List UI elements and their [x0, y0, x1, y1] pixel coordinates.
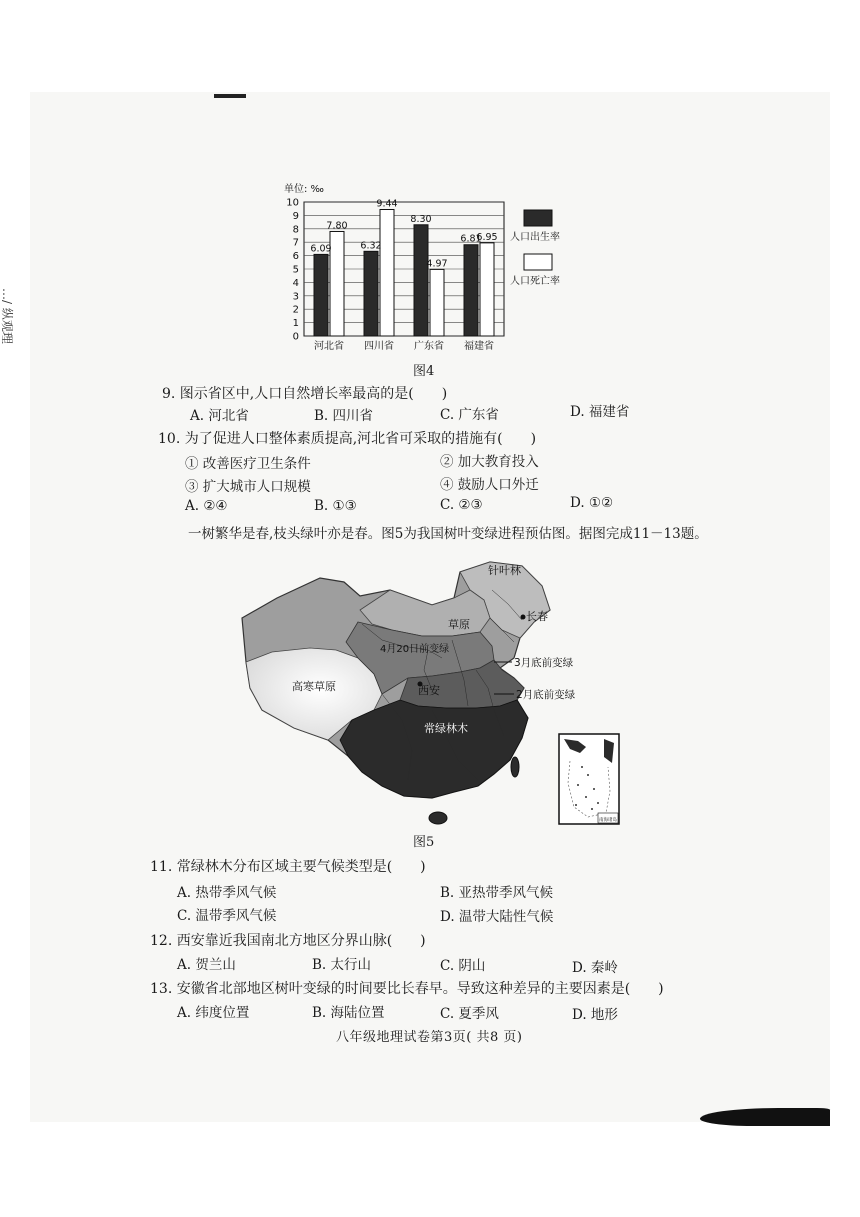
y-tick-label: 7 — [292, 237, 299, 249]
bar-value-label: 6.09 — [310, 243, 332, 255]
q11-option-a: A. 热带季风气候 — [177, 885, 277, 901]
bar-death — [330, 231, 344, 336]
bar-birth — [364, 251, 378, 336]
q12-option-a: A. 贺兰山 — [177, 957, 236, 973]
bar-birth — [314, 254, 328, 336]
x-tick-label: 广东省 — [414, 341, 444, 352]
y-tick-label: 1 — [292, 318, 299, 330]
q12-option-b: B. 太行山 — [312, 957, 372, 973]
q9-option-b: B. 四川省 — [314, 408, 374, 424]
legend-label: 人口出生率 — [510, 232, 560, 243]
bar-value-label: 8.30 — [410, 213, 432, 225]
q10-option-c: C. ②③ — [440, 497, 483, 513]
unit-label: 单位: ‰ — [284, 184, 324, 195]
q10-item-1: ① 改善医疗卫生条件 — [185, 456, 311, 472]
q10-option-a: A. ②④ — [185, 498, 228, 514]
y-tick-label: 4 — [292, 277, 299, 289]
fig5-caption: 图5 — [413, 835, 435, 850]
bar-death — [430, 269, 444, 336]
x-tick-label: 河北省 — [314, 341, 344, 352]
map-label-feb-end: 2月底前变绿 — [516, 689, 576, 701]
q10-item-4: ④ 鼓励人口外迁 — [440, 477, 539, 493]
population-bar-chart — [270, 178, 590, 360]
y-tick-label: 9 — [292, 210, 299, 222]
scan-smudge — [700, 1108, 830, 1126]
legend-label: 人口死亡率 — [510, 276, 560, 287]
y-tick-label: 0 — [292, 331, 299, 343]
q10-item-3: ③ 扩大城市人口规模 — [185, 479, 311, 495]
y-tick-label: 8 — [292, 224, 299, 236]
question-12: 12. 西安靠近我国南北方地区分界山脉( ) — [150, 933, 426, 949]
page-footer: 八年级地理试卷第3页( 共8 页) — [336, 1030, 523, 1045]
bar-value-label: 6.32 — [360, 240, 382, 252]
q10-option-b: B. ①③ — [314, 498, 357, 514]
map-label-apr20: 4月20日前变绿 — [380, 644, 450, 655]
bar-value-label: 6.95 — [476, 231, 498, 243]
q13-option-b: B. 海陆位置 — [312, 1005, 385, 1021]
q12-option-d: D. 秦岭 — [572, 960, 618, 976]
y-tick-label: 10 — [286, 197, 299, 209]
changchun-dot — [521, 615, 526, 620]
q11-option-d: D. 温带大陆性气候 — [440, 909, 554, 925]
south-china-sea-inset — [558, 733, 620, 825]
taiwan — [511, 757, 519, 777]
bar-value-label: 9.44 — [376, 198, 398, 210]
inset-label: 南海诸岛 — [599, 818, 617, 823]
evergreen-region — [340, 700, 528, 798]
x-tick-label: 四川省 — [364, 341, 394, 352]
map-label-plateau: 高寒草原 — [292, 680, 336, 693]
q13-option-c: C. 夏季风 — [440, 1006, 499, 1022]
q12-option-c: C. 阴山 — [440, 958, 486, 974]
bar-value-label: 6.81 — [460, 233, 482, 245]
question-11: 11. 常绿林木分布区域主要气候类型是( ) — [150, 859, 426, 875]
bar-birth — [414, 225, 428, 336]
map-label-grassland: 草原 — [448, 618, 470, 631]
q10-option-d: D. ①② — [570, 495, 614, 511]
bar-birth — [464, 245, 478, 336]
map-label-evergreen: 常绿林木 — [424, 722, 468, 735]
map-label-xian: 西安 — [418, 684, 440, 697]
y-tick-label: 2 — [292, 304, 299, 316]
q9-option-d: D. 福建省 — [570, 404, 630, 420]
q13-option-a: A. 纬度位置 — [177, 1005, 250, 1021]
intro-text: 一树繁华是春,枝头绿叶亦是春。图5为我国树叶变绿进程预估图。据图完成11－13题。 — [188, 526, 708, 542]
q13-option-d: D. 地形 — [572, 1007, 618, 1023]
map-label-conifer: 针叶林 — [488, 564, 521, 577]
q9-option-a: A. 河北省 — [190, 408, 249, 424]
scan-mark — [214, 94, 246, 98]
q10-item-2: ② 加大教育投入 — [440, 454, 539, 470]
question-9: 9. 图示省区中,人口自然增长率最高的是( ) — [162, 386, 448, 402]
q11-option-c: C. 温带季风气候 — [177, 908, 277, 924]
margin-note: …/ 纵观理 — [0, 288, 14, 344]
bar-death — [480, 243, 494, 336]
y-tick-label: 6 — [292, 251, 299, 263]
question-13: 13. 安徽省北部地区树叶变绿的时间要比长春早。导致这种差异的主要因素是( ) — [150, 981, 664, 997]
q11-option-b: B. 亚热带季风气候 — [440, 885, 554, 901]
bar-death — [380, 210, 394, 336]
y-tick-label: 3 — [292, 291, 299, 303]
legend-swatch — [524, 210, 552, 226]
question-10: 10. 为了促进人口整体素质提高,河北省可采取的措施有( ) — [158, 431, 537, 447]
x-tick-label: 福建省 — [464, 341, 494, 352]
fig4-caption: 图4 — [413, 364, 435, 379]
hainan — [429, 812, 447, 824]
y-tick-label: 5 — [292, 264, 299, 276]
legend-swatch — [524, 254, 552, 270]
q9-option-c: C. 广东省 — [440, 407, 499, 423]
bar-value-label: 7.80 — [326, 220, 348, 232]
bar-value-label: 4.97 — [426, 258, 448, 270]
map-label-mar-end: 3月底前变绿 — [514, 657, 574, 669]
map-label-changchun: 长春 — [526, 610, 548, 623]
